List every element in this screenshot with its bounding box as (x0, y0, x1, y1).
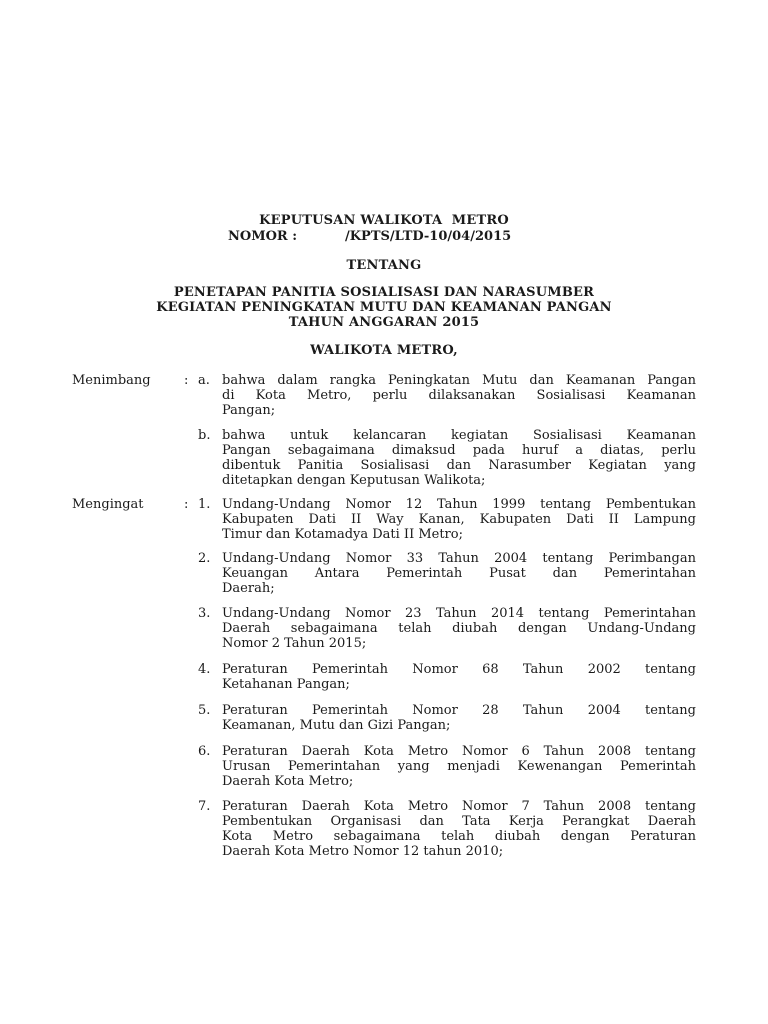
text-line: Pembentukan Organisasi dan Tata Kerja Perangkat Daerah (222, 814, 696, 829)
text-line: Keamanan, Mutu dan Gizi Pangan; (222, 718, 451, 733)
text-line: di Kota Metro, perlu dilaksanakan Sosialisasi Keamanan (222, 388, 696, 403)
mengingat-item-mark: 4. (198, 662, 211, 677)
mengingat-item-mark: 3. (198, 606, 211, 621)
menimbang-label: Menimbang (72, 373, 151, 388)
menimbang-item-a (222, 373, 696, 418)
menimbang-item-mark: b. (198, 428, 211, 443)
text-line: Daerah; (222, 581, 275, 596)
text-line: Peraturan Daerah Kota Metro Nomor 6 Tahun 2008 tentang (222, 744, 696, 759)
text-line: Pangan; (222, 403, 276, 418)
mengingat-item-6 (222, 744, 696, 789)
mengingat-item-5 (222, 703, 696, 733)
mengingat-item-mark: 2. (198, 551, 211, 566)
decree-title: KEPUTUSAN WALIKOTA METRO (259, 213, 509, 228)
mengingat-item-2 (222, 551, 696, 596)
text-line: bahwa untuk kelancaran kegiatan Sosialisasi Keamanan (222, 428, 696, 443)
menimbang-colon: : (184, 373, 189, 388)
mengingat-colon: : (184, 497, 189, 512)
text-line: Ketahanan Pangan; (222, 677, 350, 692)
walikota-heading: WALIKOTA METRO, (310, 343, 458, 358)
text-line: Pangan sebagaimana dimaksud pada huruf a diatas, perlu (222, 443, 696, 458)
mengingat-item-mark: 1. (198, 497, 211, 512)
text-line: Daerah Kota Metro; (222, 774, 354, 789)
tentang-heading: TENTANG (346, 258, 422, 273)
text-line: Daerah Kota Metro Nomor 12 tahun 2010; (222, 844, 504, 859)
text-line: ditetapkan dengan Keputusan Walikota; (222, 473, 486, 488)
menimbang-item-b (222, 428, 696, 488)
text-line: bahwa dalam rangka Peningkatan Mutu dan Keamanan Pangan (222, 373, 696, 388)
text-line: Nomor 2 Tahun 2015; (222, 636, 367, 651)
mengingat-item-1 (222, 497, 696, 542)
text-line: Undang-Undang Nomor 12 Tahun 1999 tentang Pembentukan (222, 497, 696, 512)
text-line: Undang-Undang Nomor 23 Tahun 2014 tentang Pemerintahan (222, 606, 696, 621)
subject-line-1: PENETAPAN PANITIA SOSIALISASI DAN NARASUMBER (173, 285, 595, 300)
mengingat-label: Mengingat (72, 497, 144, 512)
mengingat-item-3 (222, 606, 696, 651)
mengingat-item-7 (222, 799, 696, 859)
text-line: Keuangan Antara Pemerintah Pusat dan Pemerintahan (222, 566, 696, 581)
text-line: Peraturan Pemerintah Nomor 68 Tahun 2002 tentang (222, 662, 696, 677)
text-line: Daerah sebagaimana telah diubah dengan Undang-Undang (222, 621, 696, 636)
text-line: Kabupaten Dati II Way Kanan, Kabupaten Dati II Lampung (222, 512, 696, 527)
mengingat-item-mark: 5. (198, 703, 211, 718)
subject-line-3: TAHUN ANGGARAN 2015 (288, 315, 480, 330)
menimbang-item-mark: a. (198, 373, 210, 388)
text-line: Urusan Pemerintahan yang menjadi Kewenangan Pemerintah (222, 759, 696, 774)
nomor-value: /KPTS/LTD-10/04/2015 (345, 229, 512, 244)
text-line: Undang-Undang Nomor 33 Tahun 2004 tentang Perimbangan (222, 551, 696, 566)
text-line: dibentuk Panitia Sosialisasi dan Narasumber Kegiatan yang (222, 458, 696, 473)
text-line: Peraturan Pemerintah Nomor 28 Tahun 2004 tentang (222, 703, 696, 718)
mengingat-item-mark: 7. (198, 799, 211, 814)
mengingat-item-mark: 6. (198, 744, 211, 759)
text-line: Timur dan Kotamadya Dati II Metro; (222, 527, 463, 542)
mengingat-item-4 (222, 662, 696, 692)
text-line: Kota Metro sebagaimana telah diubah dengan Peraturan (222, 829, 696, 844)
text-line: Peraturan Daerah Kota Metro Nomor 7 Tahun 2008 tentang (222, 799, 696, 814)
subject-line-2: KEGIATAN PENINGKATAN MUTU DAN KEAMANAN PANGAN (156, 300, 612, 315)
nomor-label: NOMOR : (228, 229, 298, 244)
